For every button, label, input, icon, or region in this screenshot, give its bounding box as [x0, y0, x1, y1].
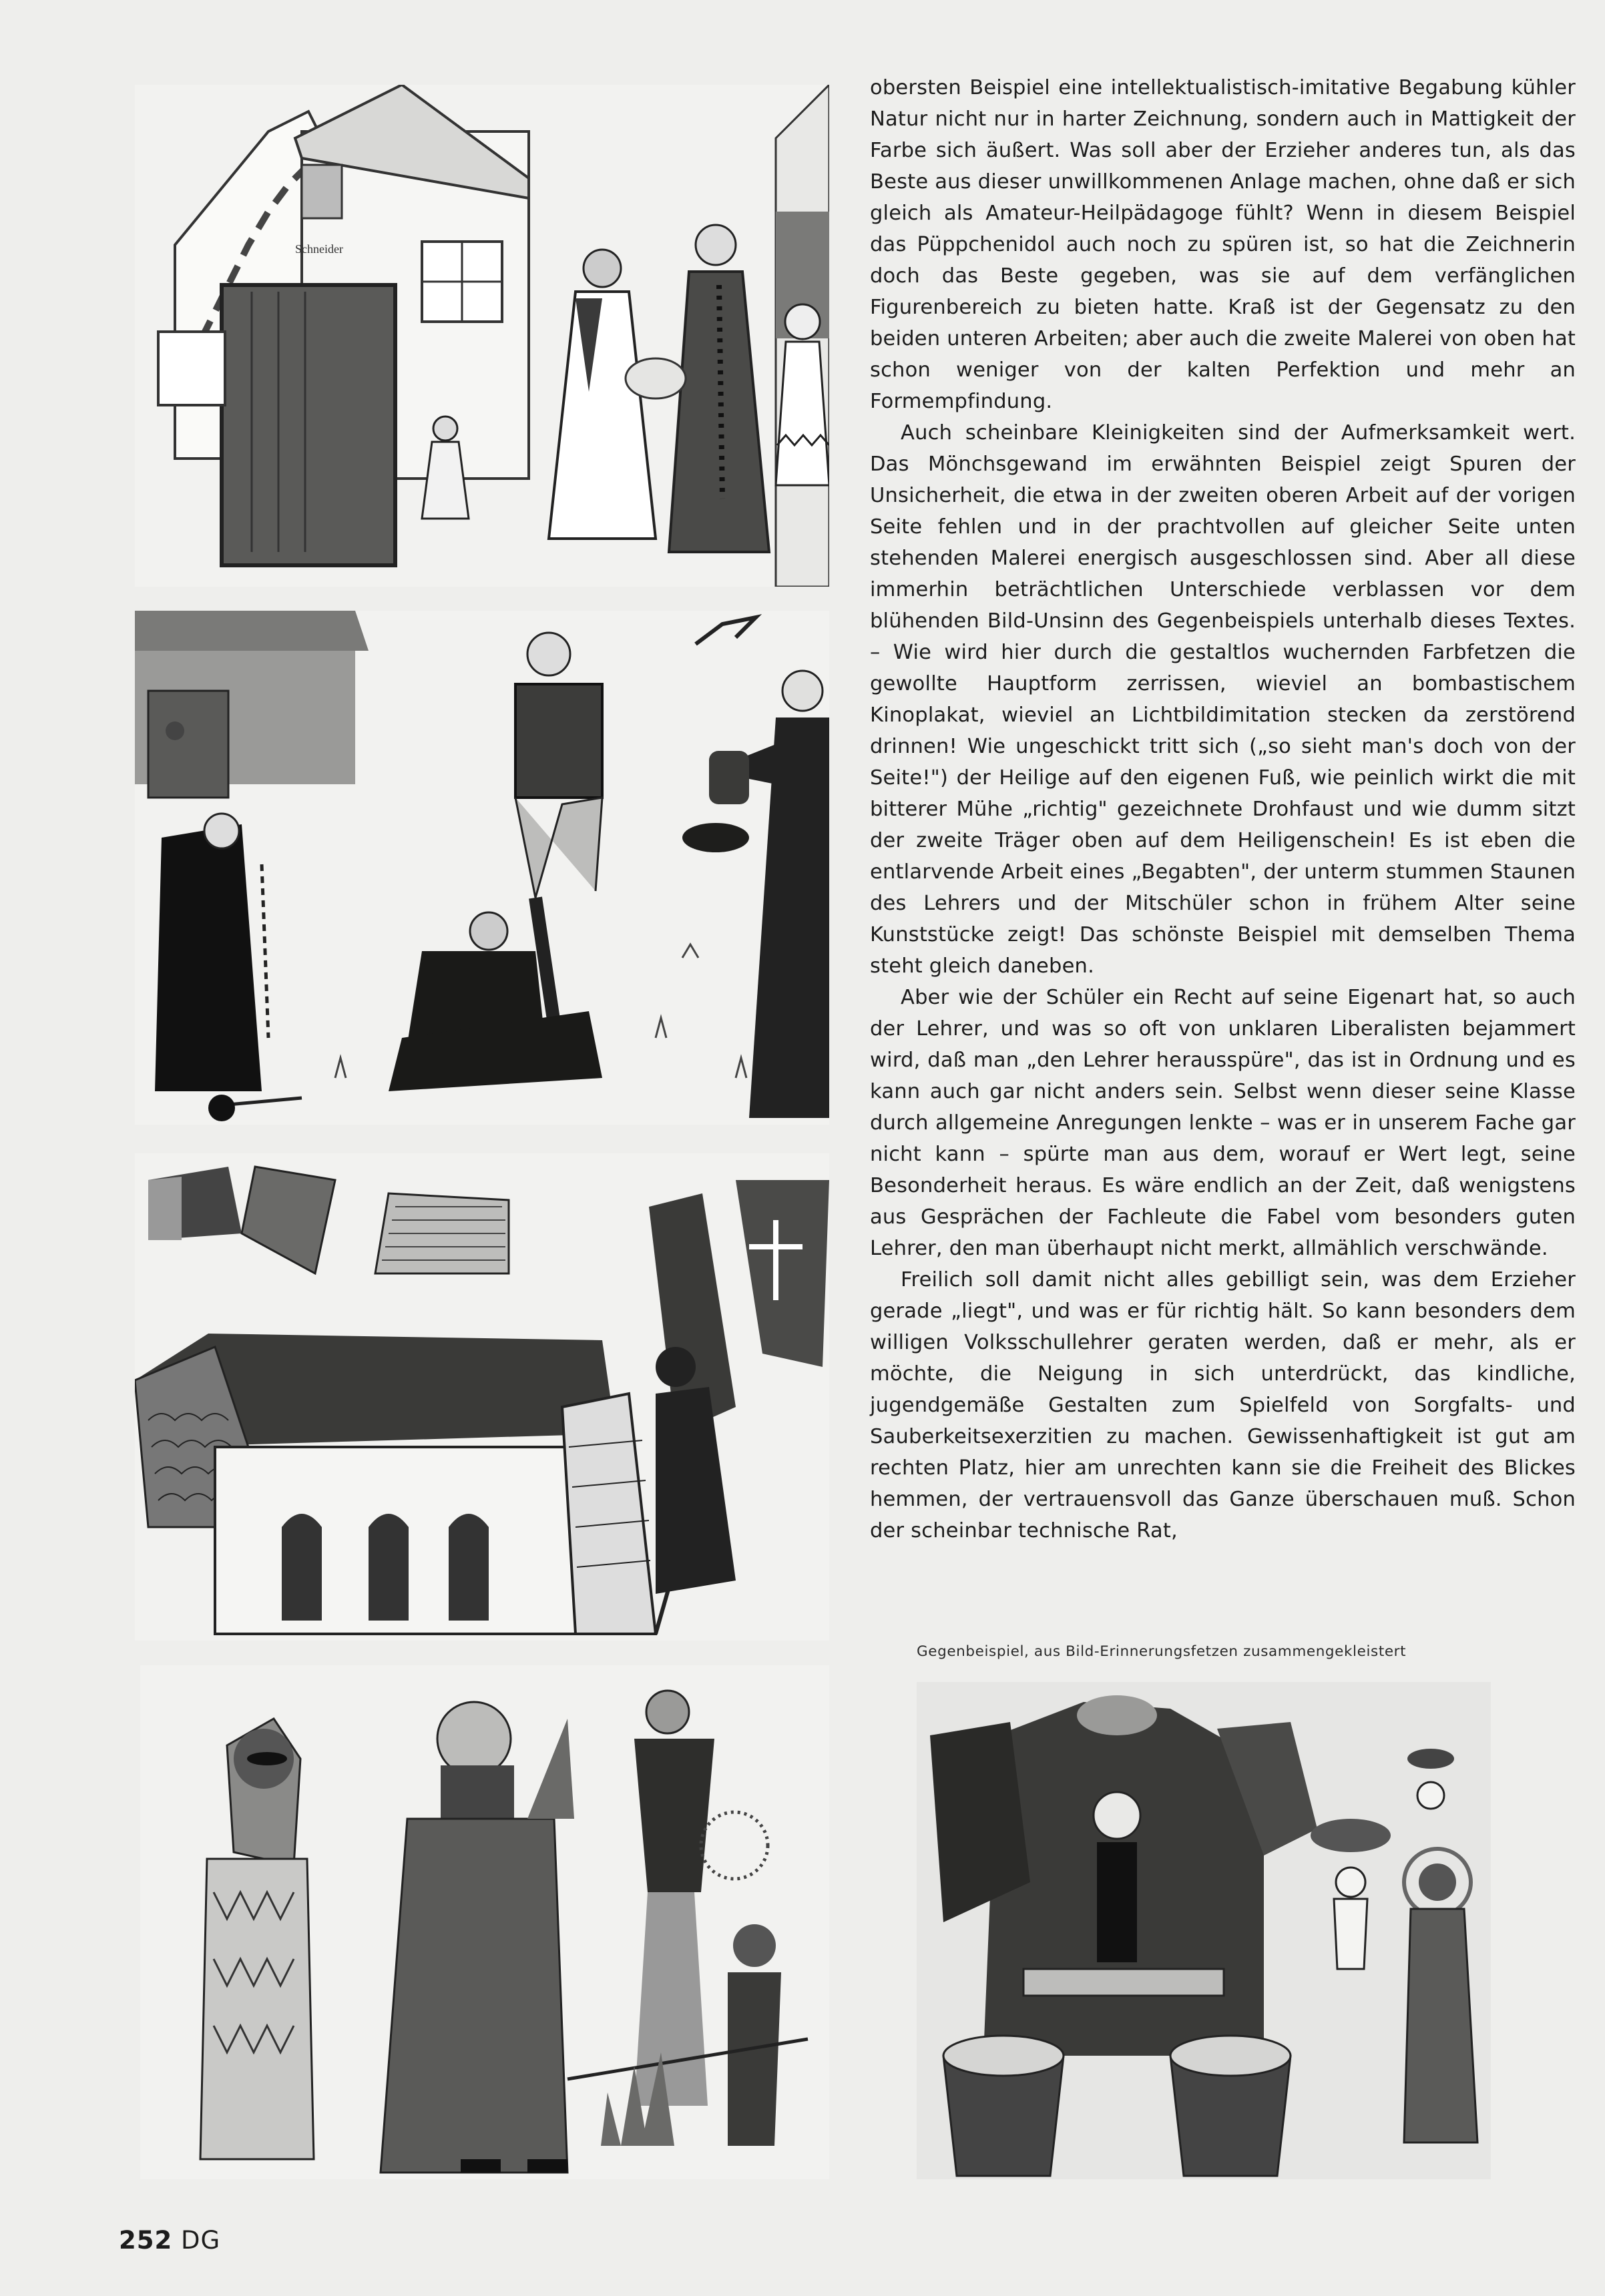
article-text — [870, 72, 1576, 1546]
journal-abbrev: DG — [181, 2226, 221, 2255]
illustration-shop-scene — [135, 85, 829, 587]
page-number: 252 — [119, 2226, 173, 2255]
paragraph-4: Freilich soll damit nicht alles gebilligt sein, was dem Erzieher gerade „liegt", und was er für richtig hält. So kann besonders dem willigen Volksschullehrer geraten werden, daß er mehr, als er möchte, die Neigung in sich unterdrückt, das kindliche, jugendgemäße Gestalten zum Spielfeld von Sorgfalts- und Sauberkeitsexerzitien zu machen. Gewissenhaftigkeit ist gut am rechten Platz, hier am unrechten kann sie die Freiheit des Blickes hemmen, der vertrauensvoll das Ganze überschauen muß. Schon der scheinbar technische Rat, — [870, 1268, 1576, 1542]
illustration-beggar-scene — [135, 611, 829, 1125]
paragraph-1: obersten Beispiel eine intellektualistisch-imitative Begabung kühler Natur nicht nur in harter Zeichnung, sondern auch in Mattigkeit der Farbe sich äußert. Was soll aber der Erzieher anderes tun, als das Beste aus dieser unwillkommenen Anlage machen, ohne daß er sich gleich als Amateur-Heilpädagoge fühlt? Wenn in diesem Beispiel das Püppchenidol auch noch zu spüren ist, so hat die Zeichnerin doch das Beste gegeben, was sie auf dem verfänglichen Figurenbereich zu bieten hatte. Kraß ist der Gegensatz zu den beiden unteren Arbeiten; aber auch die zweite Malerei von oben hat schon weniger von der kalten Perfektion und mehr an Formempfindung. — [870, 76, 1576, 413]
illustration-church-scene — [135, 1153, 829, 1641]
illustration-counter-example — [917, 1682, 1491, 2179]
page-folio — [119, 2226, 220, 2255]
paragraph-3: Aber wie der Schüler ein Recht auf seine Eigenart hat, so auch der Lehrer, und was so oft von unklaren Liberalisten bejammert wird, daß man „den Lehrer herausspüre", das ist in Ordnung und es kann auch gar nicht anders sein. Selbst wenn dieser seine Klasse durch allgemeine Anregungen lenkte – was er in unserem Fache gar nicht kann – spürte man aus dem, worauf er Wert legt, seine Besonderheit heraus. Es wäre endlich an der Zeit, daß wenigstens aus Gesprächen der Fachleute die Fabel vom besonders guten Lehrer, den man überhaupt nicht merkt, allmählich verschwände. — [870, 986, 1576, 1260]
paragraph-2: Auch scheinbare Kleinigkeiten sind der Aufmerksamkeit wert. Das Mönchsgewand im erwähnten Beispiel zeigt Spuren der Unsicherheit, die etwa in der zweiten oberen Arbeit auf der vorigen Seite fehlen und in der prachtvollen auf gleicher Seite unten stehenden Malerei energisch ausgeschlossen sind. Aber all diese immerhin beträchtlichen Unterschiede verblassen vor dem blühenden Bild-Unsinn des Gegenbeispiels unterhalb dieses Textes. – Wie wird hier durch die gestaltlos wuchernden Farbfetzen die gewollte Hauptform zerrissen, wieviel an bombastischem Kinoplakat, wieviel an Lichtbildimitation stecken da zerstörend drinnen! Wie ungeschickt tritt sich („so sieht man's doch von der Seite!") der Heilige auf den eigenen Fuß, wie peinlich wirkt die mit bitterer Mühe „richtig" gezeichnete Drohfaust und wie dumm sitzt der zweite Träger oben auf dem Heiligenschein! Es ist eben die entlarvende Arbeit eines „Begabten", der unterm stummen Staunen des Lehrers und der Mitschüler schon in frühem Alter seine Kunststücke zeigt! Das schönste Beispiel mit demselben Thema steht gleich daneben. — [870, 421, 1576, 978]
figure-caption: Gegenbeispiel, aus Bild-Erinnerungsfetzen zusammengekleistert — [917, 1643, 1407, 1660]
shop-sign-text: Schneider — [295, 242, 343, 256]
illustration-figures-scene — [140, 1665, 829, 2179]
